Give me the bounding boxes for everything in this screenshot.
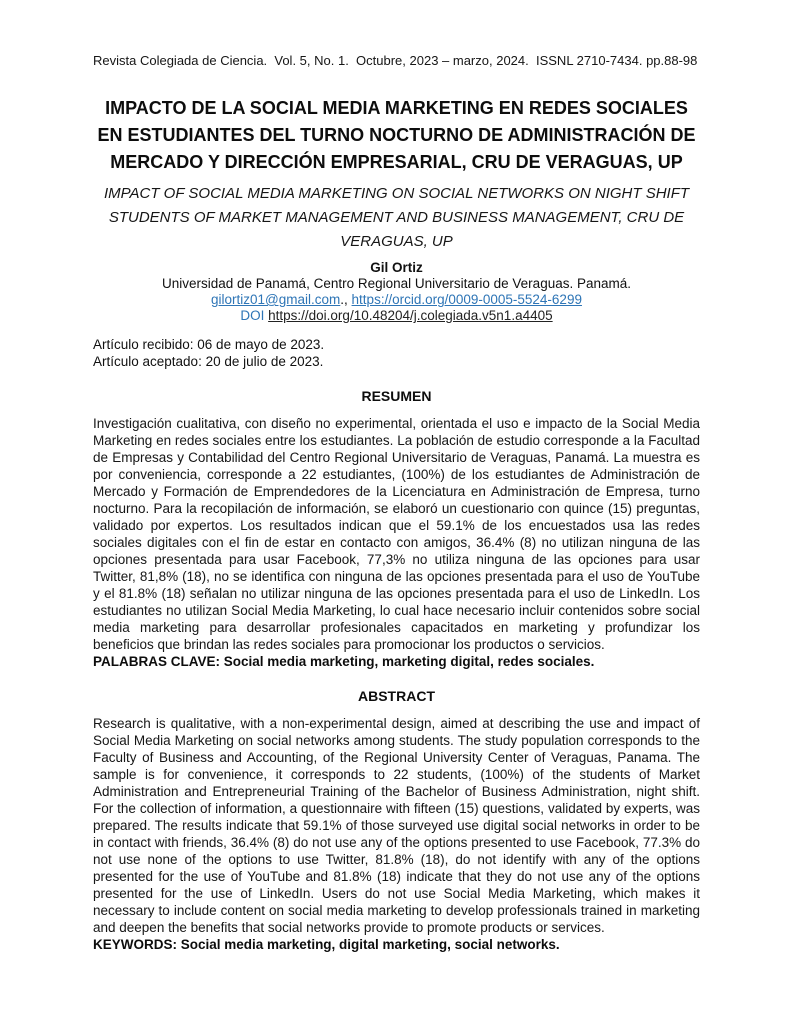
author-affiliation: Universidad de Panamá, Centro Regional Universitario de Veraguas. Panamá. [161,276,631,291]
author-name: Gil Ortiz [370,260,423,275]
resumen-heading: RESUMEN [361,388,432,404]
author-block [93,260,700,324]
resumen-body: Investigación cualitativa, con diseño no experimental, orientada el uso e impacto de la Social Media Marketing en redes sociales entre los estudiantes. La población de estudio corresponde a la Facultad de Empresas y Contabilidad del Centro Regional Universitario de Veraguas, Panamá. La muestra es por conveniencia, corresponde a 22 estudiantes, (100%) de los estudiantes de Administración de Mercado y Formación de Emprendedores de la Licenciatura en Administración de Empresa, turno nocturno. Para la recopilación de información, se elaboró un cuestionario con quince (15) preguntas, validado por expertos. Los resultados indican que el 59.1% de los encuestados usa las redes sociales digitales con el fin de estar en contacto con amigos, 36.4% (8) no utilizan ninguna de las opciones presentada para usar Facebook, 77,3% no utiliza ninguna de las opciones para usar Twitter, 81,8% (18), no se identifica con ninguna de las opciones presentada para el uso de YouTube y el 81.8% (18) señalan no utilizar ninguna de las opciones presentada para el uso de LinkedIn. Los estudiantes no utilizan Social Media Marketing, lo cual hace necesario incluir contenidos sobre social media marketing para desarrollar profesionales capacitados en marketing y profundizar los beneficios que brindan las redes sociales para promocionar los productos o servicios. [93,416,700,652]
abstract-keywords: KEYWORDS: Social media marketing, digital marketing, social networks. [93,937,560,952]
doi-link[interactable]: https://doi.org/10.48204/j.colegiada.v5n1.a4405 [268,308,553,323]
email-link[interactable]: gilortiz01@gmail.com [211,292,341,307]
doi-line [93,308,700,324]
doi-label: DOI [240,308,265,323]
title-spanish: IMPACTO DE LA SOCIAL MEDIA MARKETING EN REDES SOCIALES EN ESTUDIANTES DEL TURNO NOCTURNO DE ADMINISTRACIÓN DE MERCADO Y DIRECCIÓN EMPRESARIAL, CRU DE VERAGUAS, UP [97,98,696,172]
orcid-link[interactable]: https://orcid.org/0009-0005-5524-6299 [351,292,582,307]
contact-separator: ., [340,292,352,307]
journal-header-line: Revista Colegiada de Ciencia. Vol. 5, No. 1. Octubre, 2023 – marzo, 2024. ISSNL 2710-7434. pp.88-98 [93,53,698,68]
abstract-heading: ABSTRACT [358,688,435,704]
abstract-body: Research is qualitative, with a non-experimental design, aimed at describing the use and impact of Social Media Marketing on social networks among students. The study population corresponds to the Faculty of Business and Accounting, of the Regional University Center of Veraguas, Panama. The sample is for convenience, it corresponds to 22 students, (100%) of the students of Market Administration and Entrepreneurial Training of the Bachelor of Business Administration, night shift. For the collection of information, a questionnaire with fifteen (15) questions, validated by experts, was prepared. The results indicate that 59.1% of those surveyed use digital social networks in order to be in contact with friends, 36.4% (8) do not use any of the options presented to use Facebook, 77.3% do not use none of the options to use Twitter, 81.8% (18), do not identify with any of the options presented for the use of YouTube and 81.8% (18) indicate that they do not use any of the options presented for the use of LinkedIn. Users do not use Social Media Marketing, which makes it necessary to include content on social media marketing to develop professionals trained in marketing and deepen the benefits that social networks provide to promote products or services. [93,716,700,935]
contact-line [93,292,700,308]
title-english: IMPACT OF SOCIAL MEDIA MARKETING ON SOCIAL NETWORKS ON NIGHT SHIFT STUDENTS OF MARKET MANAGEMENT AND BUSINESS MANAGEMENT, CRU DE VERAGUAS, UP [103,185,690,250]
accepted-date: Artículo aceptado: 20 de julio de 2023. [93,354,324,369]
article-dates [93,336,700,370]
received-date: Artículo recibido: 06 de mayo de 2023. [93,337,325,352]
resumen-keywords: PALABRAS CLAVE: Social media marketing, marketing digital, redes sociales. [93,654,595,669]
